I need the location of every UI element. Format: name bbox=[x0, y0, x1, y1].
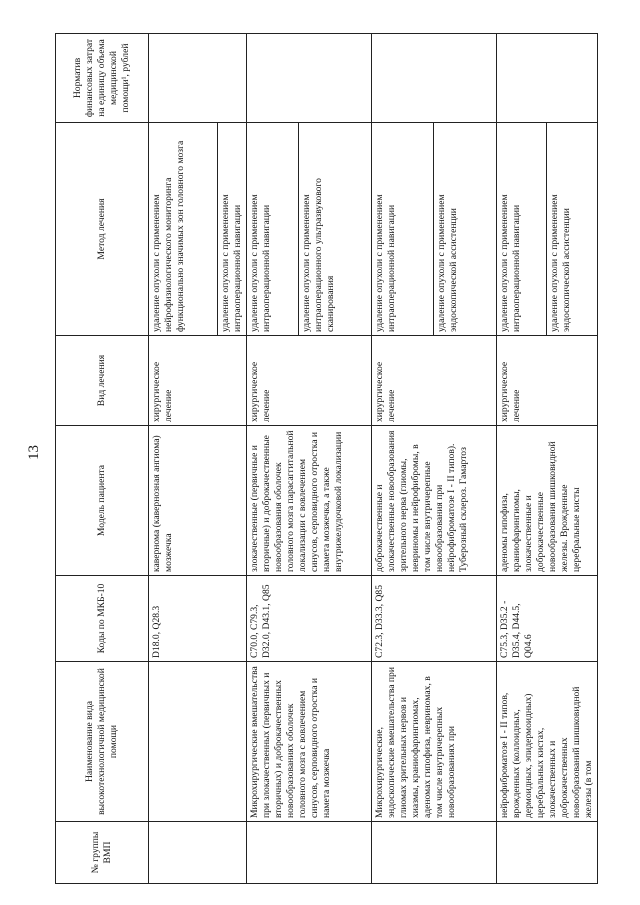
cell-treatment-method: удаление опухоли с применением интраоперационной навигации bbox=[496, 123, 546, 336]
header-treatment-type: Вид лечения bbox=[56, 336, 149, 426]
cell-group-no bbox=[246, 822, 371, 884]
cell-icd-codes: C72.3, D33.3, Q85 bbox=[371, 576, 496, 662]
header-patient-model: Модель пациента bbox=[56, 426, 149, 576]
cell-vmp-name: Микрохирургические, эндоскопические вмешательства при глиомах зрительных нервов и хиазмы, краниофарингиомах, аденомах гипофиза, невриномах, в том числе внутричерепных новообразованиях при bbox=[371, 662, 496, 822]
cell-group-no bbox=[149, 822, 247, 884]
vmp-table bbox=[55, 33, 598, 884]
cell-cost-norm bbox=[371, 34, 496, 123]
table-row bbox=[246, 34, 298, 884]
cell-cost-norm bbox=[246, 34, 371, 123]
table-header-row bbox=[56, 34, 149, 884]
header-group-no: № группы ВМП bbox=[56, 822, 149, 884]
cell-vmp-name bbox=[149, 662, 247, 822]
cell-vmp-name: нейрофиброматозе I - II типов, врожденных (коллоидных, дермоидных, эпидермоидных) церебральных кистах, злокачественных и доброкачественных новообразований шишковидной железы (в том bbox=[496, 662, 597, 822]
header-cost-norm: Норматив финансовых затрат на единицу объема медицинской помощи¹, рублей bbox=[56, 34, 149, 123]
cell-treatment-method: удаление опухоли с применением нейрофизиологического мониторинга функционально значимых зон головного мозга bbox=[149, 123, 218, 336]
cell-vmp-name: Микрохирургические вмешательства при злокачественных (первичных и вторичных) и доброкачественных новообразованиях оболочек головного мозга с вовлечением синусов, серповидного отростка и намета мозжечка bbox=[246, 662, 371, 822]
cell-treatment-type: хирургическое лечение bbox=[149, 336, 247, 426]
cell-treatment-type: хирургическое лечение bbox=[246, 336, 371, 426]
cell-treatment-method: удаление опухоли с применением эндоскопической ассистенции bbox=[547, 123, 597, 336]
page-number: 13 bbox=[25, 445, 42, 460]
rotated-table-container bbox=[55, 34, 623, 884]
cell-patient-model: злокачественные (первичные и вторичные) и доброкачественные новообразования оболочек головного мозга парасаггитальной локализации с вовлечением синусов, серповидного отростка и намета мозжечка, а также внутрижелудочковой локализации bbox=[246, 426, 371, 576]
cell-patient-model: доброкачественные и злокачественные новообразования зрительного нерва (глиомы, невриномы и нейрофибромы, в том числе внутричерепные новообразования при нейрофиброматозе I - II типов). Туберозный склероз. Гамартоз bbox=[371, 426, 496, 576]
cell-group-no bbox=[371, 822, 496, 884]
cell-cost-norm bbox=[496, 34, 597, 123]
cell-treatment-method: удаление опухоли с применением интраоперационной навигации bbox=[218, 123, 247, 336]
table-row bbox=[371, 34, 434, 884]
header-vmp-name: Наименование вида высокотехнологичной медицинской помощи bbox=[56, 662, 149, 822]
cell-cost-norm bbox=[149, 34, 247, 123]
header-treatment-method: Метод лечения bbox=[56, 123, 149, 336]
cell-icd-codes: C70.0, C79.3, D32.0, D43.1, Q85 bbox=[246, 576, 371, 662]
cell-treatment-method: удаление опухоли с применением интраоперационной навигации bbox=[371, 123, 434, 336]
table-row bbox=[149, 34, 218, 884]
cell-treatment-type: хирургическое лечение bbox=[496, 336, 597, 426]
cell-patient-model: кавернома (кавернозная ангиома) мозжечка bbox=[149, 426, 247, 576]
header-icd-codes: Коды по МКБ-10 bbox=[56, 576, 149, 662]
cell-treatment-method: удаление опухоли с применением эндоскопической ассистенции bbox=[434, 123, 497, 336]
cell-patient-model: аденомы гипофиза, краниофарингиомы, злокачественные и доброкачественные новообразования шишковидной железы. Врожденные церебральные кисты bbox=[496, 426, 597, 576]
table-row bbox=[496, 34, 546, 884]
cell-icd-codes: C75.3, D35.2 - D35.4, D44.5, Q04.6 bbox=[496, 576, 597, 662]
cell-treatment-type: хирургическое лечение bbox=[371, 336, 496, 426]
cell-treatment-method: удаление опухоли с применением интраоперационной навигации bbox=[246, 123, 298, 336]
cell-icd-codes: D18.0, Q28.3 bbox=[149, 576, 247, 662]
cell-group-no bbox=[496, 822, 597, 884]
cell-treatment-method: удаление опухоли с применением интраоперационного ультразвукового сканирования bbox=[298, 123, 371, 336]
